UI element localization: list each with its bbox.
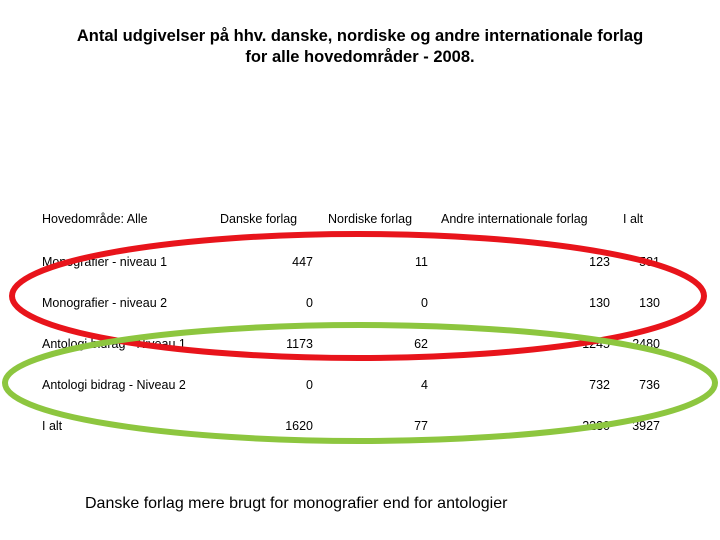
cell-i-alt: 2480 <box>632 337 660 351</box>
cell-andre: 1245 <box>582 337 610 351</box>
row-label: Monografier - niveau 1 <box>42 255 168 269</box>
row-label: Monografier - niveau 2 <box>42 296 168 310</box>
cell-nordiske: 4 <box>421 378 428 392</box>
cell-danske: 1173 <box>286 337 313 351</box>
cell-danske: 1620 <box>285 419 313 433</box>
title-line-1: Antal udgivelser på hhv. danske, nordiske og andre internationale forlag <box>76 27 644 45</box>
cell-i-alt: 736 <box>639 378 660 392</box>
header-danske-forlag: Danske forlag <box>220 212 298 226</box>
row-label-total: I alt <box>42 419 63 433</box>
cell-andre: 732 <box>589 378 610 392</box>
cell-i-alt: 581 <box>639 255 660 269</box>
cell-nordiske: 77 <box>414 419 428 433</box>
cell-nordiske: 11 <box>415 255 428 269</box>
cell-andre: 2230 <box>582 419 610 433</box>
cell-danske: 0 <box>306 378 313 392</box>
header-i-alt: I alt <box>623 212 644 226</box>
conclusion-note: Danske forlag mere brugt for monografier end for antologier <box>85 495 508 512</box>
cell-i-alt: 130 <box>639 296 660 310</box>
slide-title <box>0 26 720 68</box>
header-andre-internationale-forlag: Andre internationale forlag <box>441 212 588 226</box>
cell-nordiske: 0 <box>421 296 428 310</box>
header-nordiske-forlag: Nordiske forlag <box>328 212 413 226</box>
title-line-2: for alle hovedområder - 2008. <box>245 48 475 66</box>
header-hovedomraade: Hovedområde: Alle <box>42 212 148 226</box>
row-label: Antologi bidrag - Niveau 1 <box>42 337 186 351</box>
row-label: Antologi bidrag - Niveau 2 <box>42 378 186 392</box>
cell-andre: 123 <box>589 255 610 269</box>
cell-i-alt: 3927 <box>632 419 660 433</box>
cell-danske: 0 <box>306 296 313 310</box>
cell-danske: 447 <box>292 255 313 269</box>
cell-nordiske: 62 <box>414 337 428 351</box>
cell-andre: 130 <box>589 296 610 310</box>
